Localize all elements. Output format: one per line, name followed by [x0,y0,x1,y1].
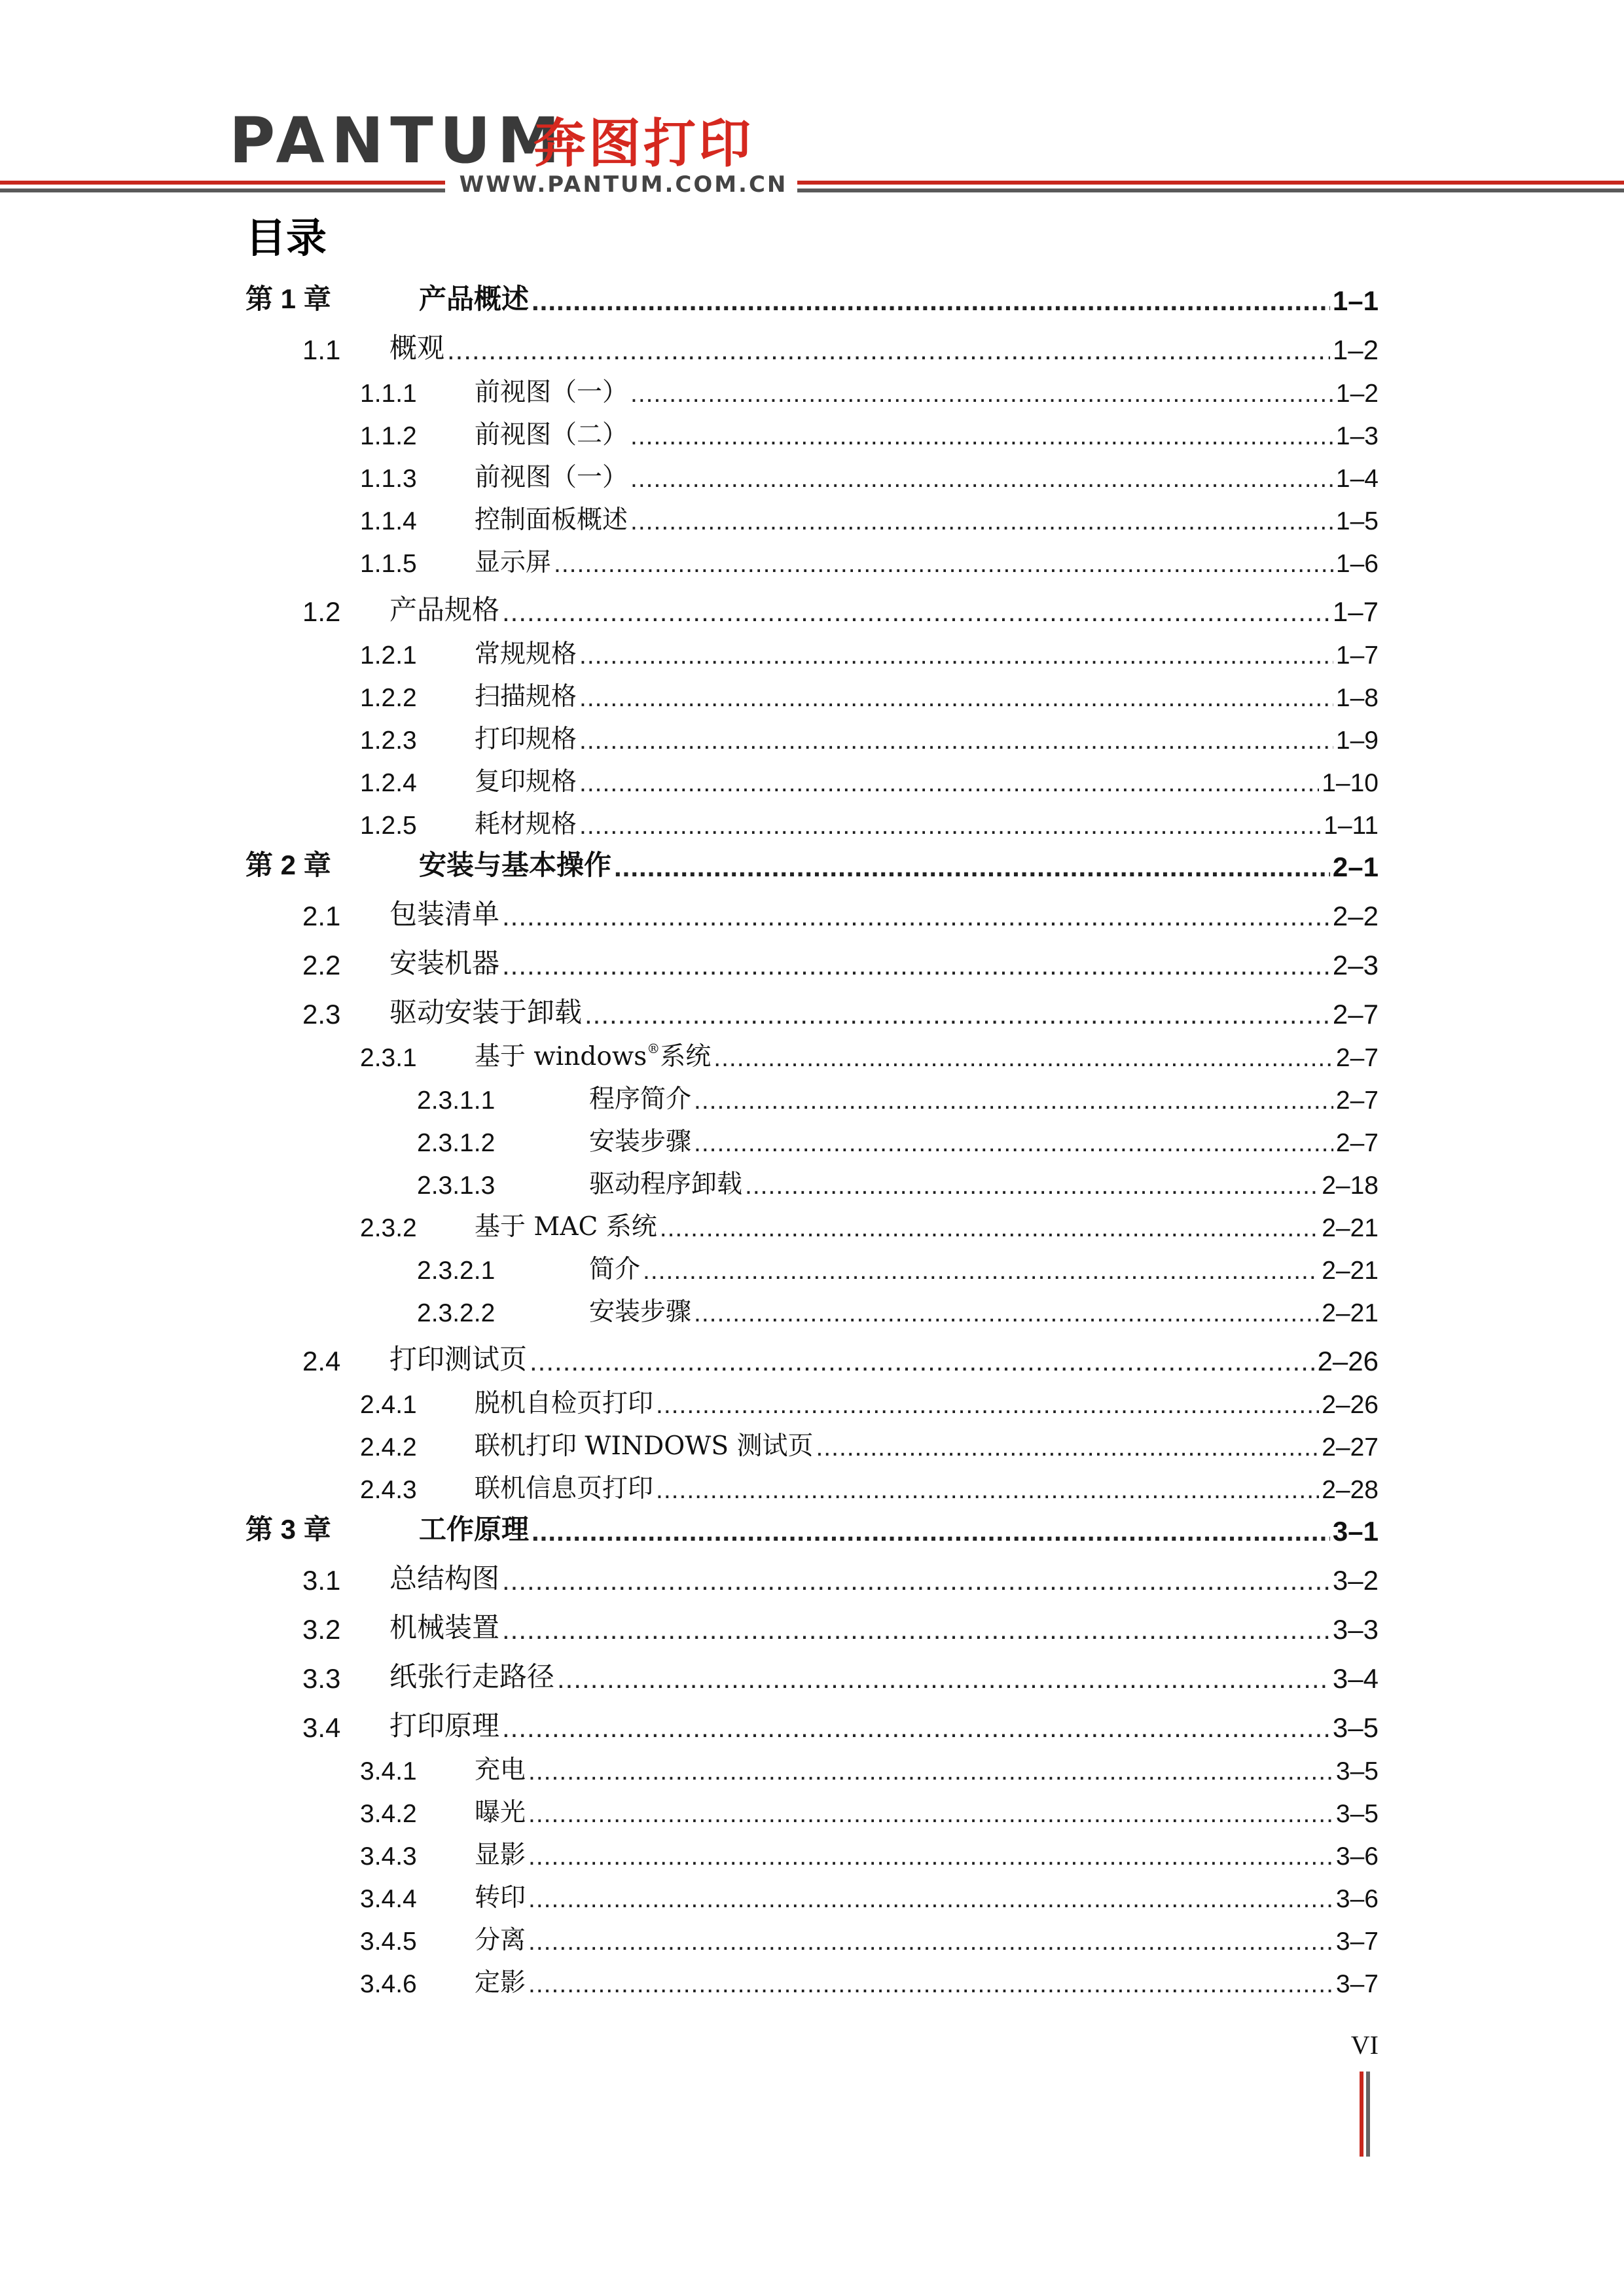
toc-entry-number: 2.4.2 [360,1433,417,1462]
toc-entry-title: 基于 MAC 系统 [475,1212,657,1242]
toc-entry[interactable] [0,1251,1624,1291]
toc-entry-title: 总结构图 [389,1562,500,1594]
toc-entry-title: 前视图（二） [475,420,628,450]
dot-leader [528,1757,1333,1786]
toc-entry-page: 3–5 [1332,1712,1379,1743]
toc-entry-page: 3–6 [1335,1885,1379,1913]
dot-leader [579,641,1333,670]
toc-entry-title: 包装清单 [389,898,500,930]
toc-entry-number: 3.4.6 [360,1970,417,1998]
dot-leader [694,1299,1319,1328]
toc-entry-title: 基于 windows®系统 [475,1041,712,1071]
toc-entry[interactable] [0,1471,1624,1510]
toc-entry-page: 3–5 [1335,1757,1379,1785]
registered-mark: ® [647,1041,660,1056]
toc-entry-number: 3.4.3 [360,1842,417,1871]
toc-entry-number: 1.1.3 [360,465,417,493]
toc-entry[interactable] [0,1710,1624,1749]
toc-entry[interactable] [0,1343,1624,1382]
dot-leader [614,852,1330,883]
toc-entry[interactable] [0,1428,1624,1467]
toc-entry[interactable] [0,806,1624,846]
dot-leader [630,465,1333,493]
toc-entry-title: 扫描规格 [475,682,577,711]
toc-entry[interactable] [0,1124,1624,1163]
dot-leader [528,1800,1333,1829]
dot-leader [630,380,1333,408]
toc-entry[interactable] [0,374,1624,414]
toc-entry-title: 简介 [589,1255,641,1284]
dot-leader [656,1476,1319,1505]
toc-entry-number: 2.3.2.2 [417,1299,496,1327]
toc-entry-number: 1.2.5 [360,812,417,840]
dot-leader [557,1663,1330,1695]
toc-entry-page: 3–1 [1332,1516,1379,1547]
dot-leader [502,1712,1330,1744]
toc-entry[interactable] [0,594,1624,633]
toc-entry-title: 产品概述 [419,283,530,315]
dot-leader [554,550,1333,579]
toc-entry[interactable] [0,679,1624,718]
dot-leader [528,1842,1333,1871]
dot-leader [660,1214,1320,1243]
dot-leader [713,1044,1333,1073]
toc-entry-page: 1–11 [1324,812,1379,840]
toc-entry-number: 3.2 [302,1614,341,1645]
toc-entry-number: 1.1.5 [360,550,417,578]
toc-entry-title: 安装步骤 [589,1127,692,1157]
dot-leader [528,1928,1333,1956]
dot-leader [532,1516,1330,1547]
toc-entry-number: 3.4.1 [360,1757,417,1785]
toc-entry-page: 2–3 [1332,950,1379,980]
dot-leader [694,1086,1333,1115]
toc-entry-number: 3.1 [302,1565,341,1596]
toc-entry-page: 2–7 [1335,1086,1379,1115]
side-bar-grey [1366,2072,1370,2157]
toc-entry[interactable] [0,417,1624,456]
toc-entry-title: 概观 [389,332,445,364]
toc-entry-page: 2–21 [1322,1299,1379,1327]
toc-entry-page: 2–21 [1322,1214,1379,1242]
toc-entry-number: 1.1.2 [360,422,417,450]
toc-entry-title: 联机打印 WINDOWS 测试页 [475,1431,814,1461]
toc-entry-page: 1–10 [1322,769,1379,797]
toc-entry[interactable] [0,1294,1624,1333]
dot-leader [528,1885,1333,1914]
toc-entry[interactable] [0,1081,1624,1121]
toc-entry[interactable] [0,1965,1624,2004]
toc-entry-number: 3.3 [302,1663,341,1694]
toc-entry-title: 驱动程序卸载 [589,1170,743,1199]
toc-entry-title: 工作原理 [419,1513,530,1545]
toc-entry-number: 2.3.1.2 [417,1129,496,1157]
toc-entry[interactable] [0,636,1624,675]
toc-entry[interactable] [0,1386,1624,1425]
toc-entry[interactable] [0,1562,1624,1602]
toc-entry-title: 程序简介 [589,1085,692,1114]
dot-leader [530,1346,1315,1377]
toc-entry-title: 控制面板概述 [475,505,628,535]
toc-entry-page: 3–7 [1335,1928,1379,1956]
toc-entry-page: 3–6 [1335,1842,1379,1871]
dot-leader [528,1970,1333,1999]
toc-entry-number: 第 2 章 [245,850,331,880]
toc-entry[interactable] [0,898,1624,937]
toc-entry[interactable] [0,996,1624,1035]
toc-entry-page: 2–7 [1332,999,1379,1030]
toc-entry[interactable] [0,1837,1624,1876]
pantum-logo-text: PANTUM [229,104,567,177]
toc-entry-title: 产品规格 [389,594,500,626]
toc-entry-title: 安装机器 [389,947,500,979]
toc-entry[interactable] [0,1513,1624,1552]
toc-entry-number: 2.4.1 [360,1391,417,1419]
dot-leader [502,950,1330,981]
toc-entry-title: 曝光 [475,1798,526,1827]
dot-leader [816,1433,1319,1462]
toc-entry-page: 3–5 [1335,1800,1379,1828]
header-rule-grey-left [0,188,445,192]
pantum-logo-chinese: 奔图打印 [533,113,753,174]
toc-entry-page: 3–4 [1332,1663,1379,1694]
toc-entry-number: 1.2 [302,596,341,627]
toc-entry[interactable] [0,1166,1624,1206]
toc-entry-page: 2–27 [1322,1433,1379,1462]
dot-leader [745,1172,1319,1200]
toc-entry[interactable] [0,1660,1624,1700]
toc-entry-number: 2.3.1 [360,1044,417,1072]
toc-entry-page: 1–9 [1335,726,1379,755]
website-url: WWW.PANTUM.COM.CN [459,171,788,198]
toc-entry-title: 转印 [475,1883,526,1912]
dot-leader [502,901,1330,932]
toc-entry-page: 2–7 [1335,1044,1379,1072]
toc-entry[interactable] [0,1209,1624,1248]
toc-entry-page: 2–7 [1335,1129,1379,1157]
toc-entry-page: 1–4 [1335,465,1379,493]
toc-entry-page: 2–26 [1317,1346,1379,1376]
toc-entry-number: 2.3 [302,999,341,1030]
toc-entry-page: 2–18 [1322,1172,1379,1200]
dot-leader [630,422,1333,451]
toc-entry-number: 2.4 [302,1346,341,1376]
toc-entry-number: 1.1.1 [360,380,417,408]
toc-entry-page: 1–6 [1335,550,1379,578]
toc-entry-title: 安装与基本操作 [419,849,612,881]
toc-entry-number: 3.4.2 [360,1800,417,1828]
toc-entry-page: 2–1 [1332,852,1379,882]
toc-entry-page: 2–21 [1322,1257,1379,1285]
toc-entry[interactable] [0,502,1624,541]
toc-entry-page: 1–7 [1335,641,1379,670]
toc-entry-number: 1.2.3 [360,726,417,755]
toc-entry-title: 驱动安装于卸载 [389,996,583,1028]
toc-entry-number: 第 1 章 [245,283,331,314]
toc-entry[interactable] [0,1880,1624,1919]
toc-entry-number: 1.2.4 [360,769,417,797]
toc-entry-number: 2.2 [302,950,341,980]
toc-entry-title: 联机信息页打印 [475,1474,654,1503]
toc-entry-number: 2.1 [302,901,341,931]
toc-entry[interactable] [0,849,1624,888]
toc-entry-title: 打印原理 [389,1710,500,1742]
toc-entry-title: 前视图（一） [475,378,628,407]
dot-leader [579,769,1319,798]
toc-entry-title: 打印规格 [475,725,577,754]
dot-leader [532,285,1330,317]
header-rule-red-left [0,181,445,185]
toc-entry-number: 3.4.4 [360,1885,417,1913]
toc-entry-number: 1.2.1 [360,641,417,670]
toc-entry-title: 纸张行走路径 [389,1660,555,1693]
toc-entry[interactable] [0,1795,1624,1834]
page-header [0,0,1624,209]
toc-entry-title: 耗材规格 [475,810,577,839]
toc-entry[interactable] [0,1752,1624,1791]
toc-entry[interactable] [0,332,1624,371]
toc-entry-number: 2.3.1.3 [417,1172,496,1200]
dot-leader [656,1391,1319,1420]
toc-entry-title: 常规规格 [475,639,577,669]
dot-leader [643,1257,1319,1285]
toc-entry[interactable] [0,1611,1624,1651]
dot-leader [630,507,1333,536]
toc-entry-title: 显示屏 [475,548,552,577]
dot-leader [502,596,1330,628]
toc-entry-number: 2.4.3 [360,1476,417,1504]
toc-entry-page: 1–8 [1335,684,1379,712]
toc-entry[interactable] [0,1039,1624,1078]
toc-entry-title: 定影 [475,1968,526,1998]
toc-entry-number: 2.3.2 [360,1214,417,1242]
toc-entry-page: 1–1 [1332,285,1379,316]
toc-entry-page: 1–7 [1332,596,1379,627]
toc-entry[interactable] [0,459,1624,499]
dot-leader [502,1614,1330,1645]
toc-entry-title: 分离 [475,1926,526,1955]
toc-entry-title: 充电 [475,1755,526,1785]
dot-leader [585,999,1330,1030]
toc-entry-page: 1–5 [1335,507,1379,535]
toc-entry-number: 2.3.2.1 [417,1257,496,1285]
page-number: VI [1350,2030,1379,2060]
toc-entry-number: 1.2.2 [360,684,417,712]
toc-entry-page: 1–3 [1335,422,1379,450]
dot-leader [579,684,1333,713]
toc-entry-page: 3–3 [1332,1614,1379,1645]
dot-leader [694,1129,1333,1158]
toc-entry-number: 1.1.4 [360,507,417,535]
dot-leader [579,812,1321,840]
dot-leader [447,334,1330,366]
toc-entry-title: 打印测试页 [389,1343,528,1375]
toc-entry-number: 3.4.5 [360,1928,417,1956]
toc-entry-number: 3.4 [302,1712,341,1743]
toc-entry-page: 1–2 [1332,334,1379,365]
toc-entry-title: 脱机自检页打印 [475,1389,654,1418]
toc-entry-number: 第 3 章 [245,1514,331,1545]
toc-entry-page: 3–2 [1332,1565,1379,1596]
toc-entry[interactable] [0,947,1624,986]
toc-entry-page: 3–7 [1335,1970,1379,1998]
toc-entry-title: 显影 [475,1840,526,1870]
toc-entry[interactable] [0,1922,1624,1962]
toc-entry-page: 2–26 [1322,1391,1379,1419]
toc-entry-number: 2.3.1.1 [417,1086,496,1115]
toc-title: 目录 [245,216,327,261]
toc-entry[interactable] [0,764,1624,803]
header-rule-red-right [797,181,1624,185]
toc-entry[interactable] [0,283,1624,322]
header-rule-grey-right [797,188,1624,192]
toc-entry[interactable] [0,545,1624,584]
toc-entry-title: 复印规格 [475,767,577,797]
toc-entry-title: 安装步骤 [589,1297,692,1327]
dot-leader [579,726,1333,755]
toc-entry-page: 2–2 [1332,901,1379,931]
dot-leader [502,1565,1330,1596]
toc-entry-title: 机械装置 [389,1611,500,1643]
toc-entry-title: 前视图（一） [475,463,628,492]
toc-entry[interactable] [0,721,1624,761]
toc-entry-page: 2–28 [1322,1476,1379,1504]
side-bar-red [1360,2072,1363,2157]
toc-entry-page: 1–2 [1335,380,1379,408]
toc-entry-number: 1.1 [302,334,341,365]
